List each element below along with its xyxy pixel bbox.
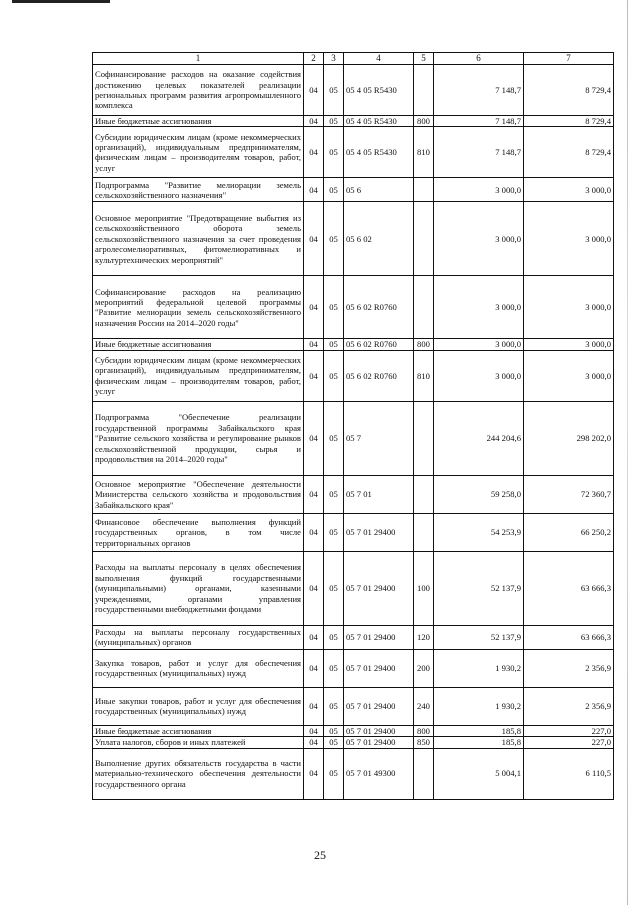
subsection-code: 05 xyxy=(324,551,344,625)
expense-type-code xyxy=(414,65,434,116)
item-name: Финансовое обеспечение выполнения функций государственных органов, в том числе территориальных органов xyxy=(93,513,304,551)
target-article-code: 05 6 02 R0760 xyxy=(344,350,414,401)
table-row xyxy=(93,649,614,687)
amount-col6: 7 148,7 xyxy=(434,65,524,116)
subsection-code: 05 xyxy=(324,649,344,687)
section-code: 04 xyxy=(304,625,324,649)
item-name: Софинансирование расходов на оказание содействия достижению целевых показателей реализации региональных программ развития агропромышленного комплекса xyxy=(93,65,304,116)
section-code: 04 xyxy=(304,127,324,178)
amount-col6: 7 148,7 xyxy=(434,127,524,178)
expense-type-code xyxy=(414,401,434,475)
subsection-code: 05 xyxy=(324,687,344,725)
item-name: Субсидии юридическим лицам (кроме некоммерческих организаций), индивидуальным предпринимателям, физическим лицам – производителям товаров, работ, услуг xyxy=(93,127,304,178)
section-code: 04 xyxy=(304,737,324,748)
amount-col7: 227,0 xyxy=(524,725,614,736)
item-name: Выполнение других обязательств государства в части материально-технического обеспечения деятельности государственного органа xyxy=(93,748,304,799)
scan-edge-line xyxy=(627,0,628,905)
item-name: Уплата налогов, сборов и иных платежей xyxy=(93,737,304,748)
table-row xyxy=(93,475,614,513)
target-article-code: 05 7 01 29400 xyxy=(344,725,414,736)
col-header: 1 xyxy=(93,53,304,65)
subsection-code: 05 xyxy=(324,65,344,116)
expense-type-code: 800 xyxy=(414,116,434,127)
subsection-code: 05 xyxy=(324,202,344,276)
section-code: 04 xyxy=(304,401,324,475)
section-code: 04 xyxy=(304,178,324,202)
target-article-code: 05 7 01 49300 xyxy=(344,748,414,799)
table-row xyxy=(93,725,614,736)
expense-type-code: 850 xyxy=(414,737,434,748)
expense-type-code: 800 xyxy=(414,725,434,736)
section-code: 04 xyxy=(304,276,324,339)
subsection-code: 05 xyxy=(324,276,344,339)
table-row xyxy=(93,401,614,475)
subsection-code: 05 xyxy=(324,178,344,202)
target-article-code: 05 7 01 xyxy=(344,475,414,513)
target-article-code: 05 7 01 29400 xyxy=(344,513,414,551)
table-row xyxy=(93,202,614,276)
expense-type-code xyxy=(414,202,434,276)
item-name: Иные бюджетные ассигнования xyxy=(93,339,304,350)
amount-col7: 2 356,9 xyxy=(524,649,614,687)
expense-type-code xyxy=(414,748,434,799)
item-name: Иные бюджетные ассигнования xyxy=(93,725,304,736)
section-code: 04 xyxy=(304,202,324,276)
amount-col6: 1 930,2 xyxy=(434,649,524,687)
amount-col7: 72 360,7 xyxy=(524,475,614,513)
table-row xyxy=(93,513,614,551)
expense-type-code: 810 xyxy=(414,127,434,178)
item-name: Расходы на выплаты персоналу государственных (муниципальных) органов xyxy=(93,625,304,649)
col-header: 3 xyxy=(324,53,344,65)
amount-col6: 59 258,0 xyxy=(434,475,524,513)
expense-type-code: 810 xyxy=(414,350,434,401)
target-article-code: 05 4 05 R5430 xyxy=(344,127,414,178)
page-number: 25 xyxy=(314,848,326,862)
scan-top-mark xyxy=(12,0,110,3)
amount-col7: 3 000,0 xyxy=(524,276,614,339)
subsection-code: 05 xyxy=(324,737,344,748)
amount-col7: 6 110,5 xyxy=(524,748,614,799)
section-code: 04 xyxy=(304,725,324,736)
expense-type-code: 200 xyxy=(414,649,434,687)
item-name: Основное мероприятие "Обеспечение деятельности Министерства сельского хозяйства и продовольствия Забайкальского края" xyxy=(93,475,304,513)
amount-col6: 5 004,1 xyxy=(434,748,524,799)
amount-col6: 54 253,9 xyxy=(434,513,524,551)
header-row xyxy=(93,53,614,65)
table-row xyxy=(93,748,614,799)
amount-col6: 52 137,9 xyxy=(434,551,524,625)
amount-col7: 8 729,4 xyxy=(524,116,614,127)
expense-type-code: 240 xyxy=(414,687,434,725)
col-header: 4 xyxy=(344,53,414,65)
section-code: 04 xyxy=(304,649,324,687)
section-code: 04 xyxy=(304,116,324,127)
table-row xyxy=(93,65,614,116)
table-row xyxy=(93,687,614,725)
col-header: 6 xyxy=(434,53,524,65)
table-row xyxy=(93,551,614,625)
target-article-code: 05 7 01 29400 xyxy=(344,551,414,625)
target-article-code: 05 7 01 29400 xyxy=(344,625,414,649)
col-header: 5 xyxy=(414,53,434,65)
amount-col6: 1 930,2 xyxy=(434,687,524,725)
amount-col6: 244 204,6 xyxy=(434,401,524,475)
section-code: 04 xyxy=(304,350,324,401)
table-row xyxy=(93,737,614,748)
amount-col7: 63 666,3 xyxy=(524,551,614,625)
amount-col7: 3 000,0 xyxy=(524,350,614,401)
subsection-code: 05 xyxy=(324,116,344,127)
amount-col6: 185,8 xyxy=(434,737,524,748)
target-article-code: 05 7 01 29400 xyxy=(344,687,414,725)
target-article-code: 05 6 02 R0760 xyxy=(344,276,414,339)
section-code: 04 xyxy=(304,551,324,625)
amount-col6: 3 000,0 xyxy=(434,178,524,202)
section-code: 04 xyxy=(304,65,324,116)
subsection-code: 05 xyxy=(324,401,344,475)
subsection-code: 05 xyxy=(324,513,344,551)
amount-col7: 3 000,0 xyxy=(524,339,614,350)
item-name: Подпрограмма "Обеспечение реализации государственной программы Забайкальского края "Развитие сельского хозяйства и регулирование рынков сельскохозяйственной продукции, сырья и продовольствия на 2014–2020 годы" xyxy=(93,401,304,475)
table-row xyxy=(93,276,614,339)
amount-col7: 63 666,3 xyxy=(524,625,614,649)
subsection-code: 05 xyxy=(324,339,344,350)
subsection-code: 05 xyxy=(324,475,344,513)
subsection-code: 05 xyxy=(324,748,344,799)
target-article-code: 05 7 xyxy=(344,401,414,475)
amount-col6: 52 137,9 xyxy=(434,625,524,649)
expense-type-code: 120 xyxy=(414,625,434,649)
amount-col6: 3 000,0 xyxy=(434,202,524,276)
amount-col7: 3 000,0 xyxy=(524,178,614,202)
col-header: 2 xyxy=(304,53,324,65)
subsection-code: 05 xyxy=(324,725,344,736)
target-article-code: 05 7 01 29400 xyxy=(344,737,414,748)
section-code: 04 xyxy=(304,475,324,513)
item-name: Расходы на выплаты персоналу в целях обеспечения выполнения функций государственными (муниципальными) органами, казенными учреждениями, органами управления государственными внебюджетными фондами xyxy=(93,551,304,625)
item-name: Иные закупки товаров, работ и услуг для обеспечения государственных (муниципальных) нужд xyxy=(93,687,304,725)
item-name: Иные бюджетные ассигнования xyxy=(93,116,304,127)
target-article-code: 05 6 02 xyxy=(344,202,414,276)
amount-col6: 3 000,0 xyxy=(434,350,524,401)
target-article-code: 05 4 05 R5430 xyxy=(344,116,414,127)
table-row xyxy=(93,625,614,649)
target-article-code: 05 6 02 R0760 xyxy=(344,339,414,350)
table-row xyxy=(93,350,614,401)
section-code: 04 xyxy=(304,687,324,725)
amount-col6: 3 000,0 xyxy=(434,276,524,339)
expense-type-code xyxy=(414,475,434,513)
subsection-code: 05 xyxy=(324,625,344,649)
item-name: Подпрограмма "Развитие мелиорации земель сельскохозяйственного назначения" xyxy=(93,178,304,202)
amount-col7: 298 202,0 xyxy=(524,401,614,475)
expense-type-code: 800 xyxy=(414,339,434,350)
item-name: Софинансирование расходов на реализацию мероприятий федеральной целевой программы "Развитие мелиорации земель сельскохозяйственного назначения России на 2014–2020 годы" xyxy=(93,276,304,339)
amount-col7: 66 250,2 xyxy=(524,513,614,551)
section-code: 04 xyxy=(304,748,324,799)
amount-col6: 185,8 xyxy=(434,725,524,736)
expense-type-code: 100 xyxy=(414,551,434,625)
target-article-code: 05 4 05 R5430 xyxy=(344,65,414,116)
section-code: 04 xyxy=(304,513,324,551)
table-row xyxy=(93,127,614,178)
subsection-code: 05 xyxy=(324,350,344,401)
expense-type-code xyxy=(414,178,434,202)
amount-col6: 7 148,7 xyxy=(434,116,524,127)
col-header: 7 xyxy=(524,53,614,65)
expense-type-code xyxy=(414,276,434,339)
table-row xyxy=(93,178,614,202)
amount-col6: 3 000,0 xyxy=(434,339,524,350)
target-article-code: 05 7 01 29400 xyxy=(344,649,414,687)
expense-type-code xyxy=(414,513,434,551)
amount-col7: 8 729,4 xyxy=(524,127,614,178)
item-name: Закупка товаров, работ и услуг для обеспечения государственных (муниципальных) нужд xyxy=(93,649,304,687)
amount-col7: 2 356,9 xyxy=(524,687,614,725)
target-article-code: 05 6 xyxy=(344,178,414,202)
budget-table xyxy=(92,52,614,800)
table-row xyxy=(93,339,614,350)
subsection-code: 05 xyxy=(324,127,344,178)
item-name: Основное мероприятие "Предотвращение выбытия из сельскохозяйственного оборота земель сельскохозяйственного назначения за счет проведения агролесомелиоративных, фитомелиоративных и культуртехнических мероприятий" xyxy=(93,202,304,276)
amount-col7: 227,0 xyxy=(524,737,614,748)
item-name: Субсидии юридическим лицам (кроме некоммерческих организаций), индивидуальным предпринимателям, физическим лицам – производителям товаров, работ, услуг xyxy=(93,350,304,401)
amount-col7: 8 729,4 xyxy=(524,65,614,116)
section-code: 04 xyxy=(304,339,324,350)
amount-col7: 3 000,0 xyxy=(524,202,614,276)
table-row xyxy=(93,116,614,127)
